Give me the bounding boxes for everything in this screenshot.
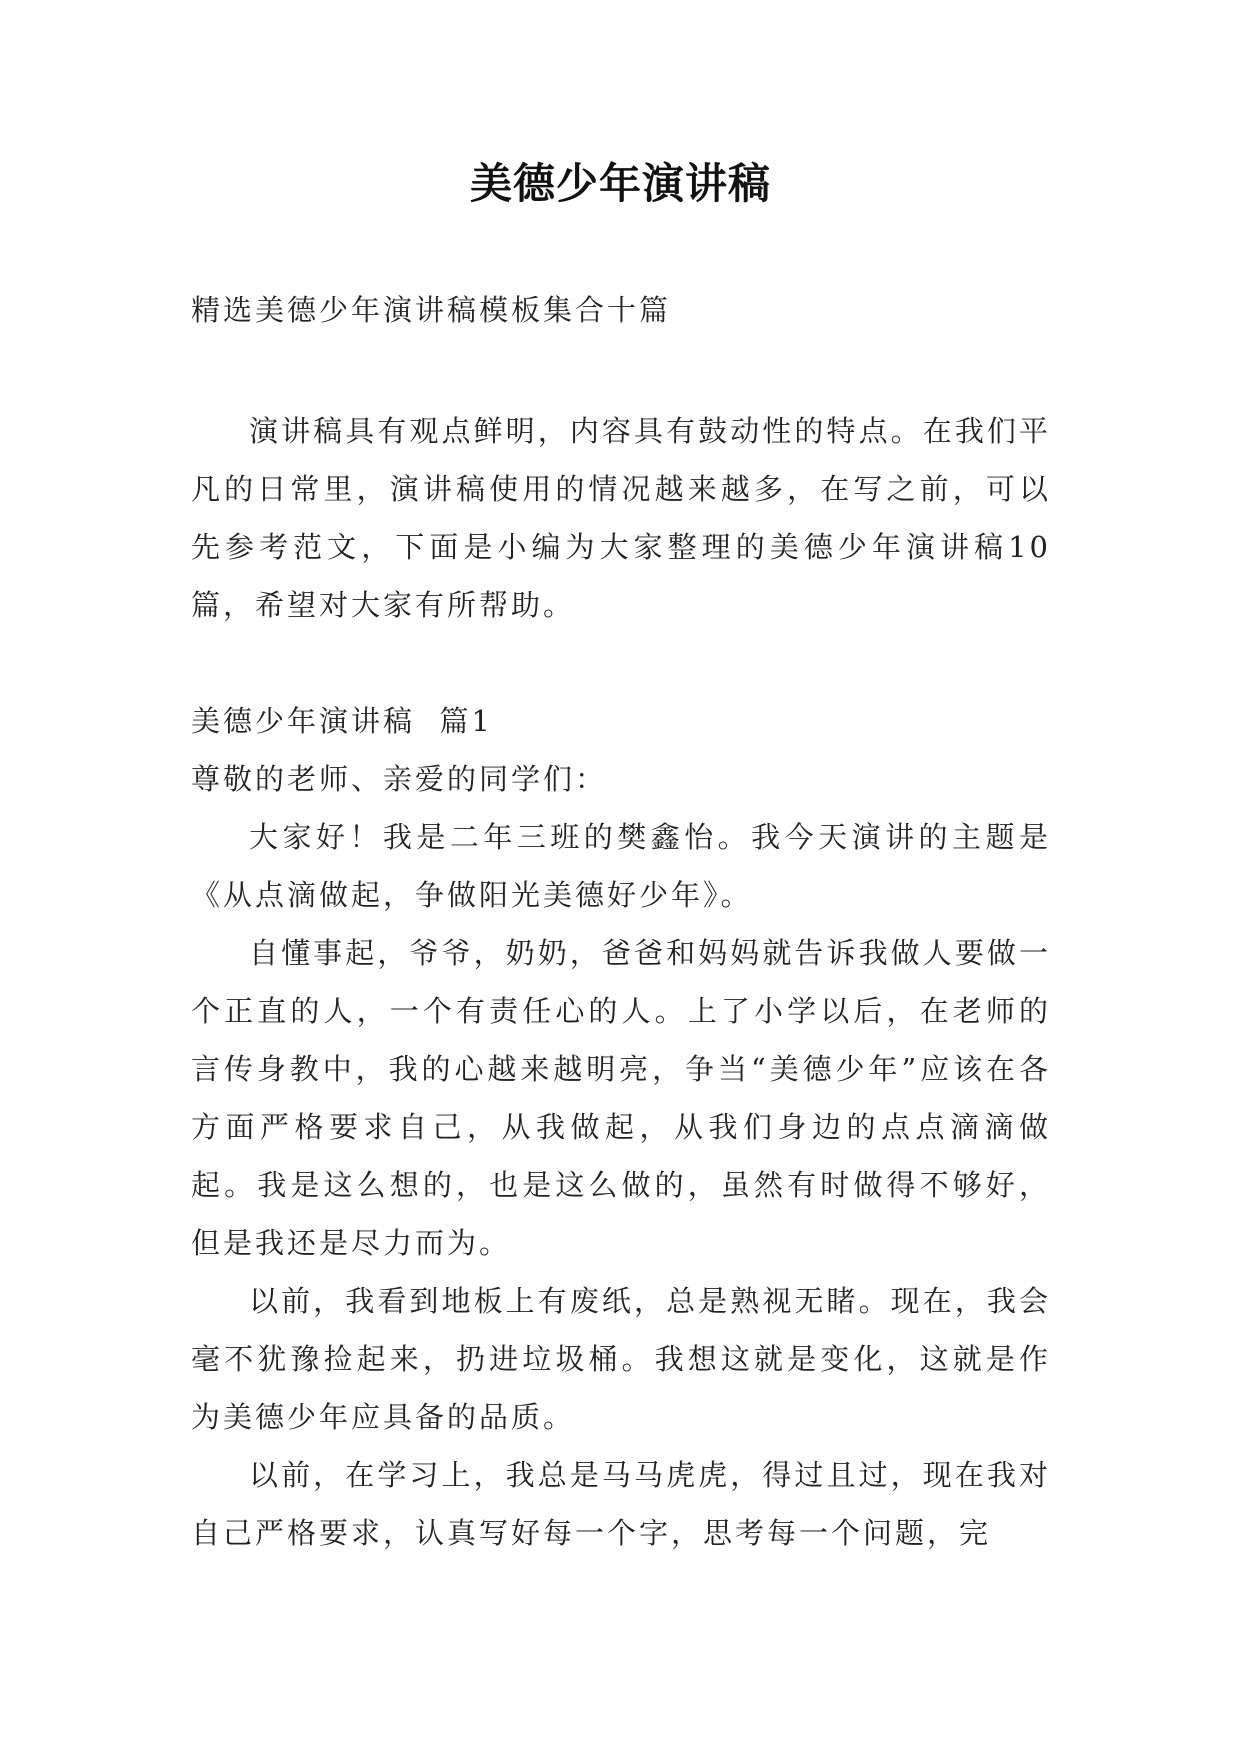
document-subtitle: 精选美德少年演讲稿模板集合十篇 bbox=[191, 293, 672, 327]
intro-paragraph: 演讲稿具有观点鲜明，内容具有鼓动性的特点。在我们平凡的日常里，演讲稿使用的情况越来越多，在写之前，可以先参考范文，下面是小编为大家整理的美德少年演讲稿10篇，希望对大家有所帮助。 bbox=[191, 414, 1051, 622]
speech-section bbox=[191, 692, 1051, 1562]
body-paragraph: 以前，我看到地板上有废纸，总是熟视无睹。现在，我会毫不犹豫捡起来，扔进垃圾桶。我想这就是变化，这就是作为美德少年应具备的品质。 bbox=[191, 1284, 1051, 1434]
body-paragraph: 自懂事起，爷爷，奶奶，爸爸和妈妈就告诉我做人要做一个正直的人，一个有责任心的人。上了小学以后，在老师的言传身教中，我的心越来越明亮，争当“美德少年”应该在各方面严格要求自己，从我做起，从我们身边的点点滴滴做起。我是这么想的，也是这么做的，虽然有时做得不够好，但是我还是尽力而为。 bbox=[191, 936, 1051, 1260]
intro-section bbox=[191, 402, 1051, 634]
document-title: 美德少年演讲稿 bbox=[469, 159, 771, 208]
section-heading: 美德少年演讲稿 篇1 bbox=[191, 704, 493, 738]
salutation: 尊敬的老师、亲爱的同学们： bbox=[191, 762, 608, 796]
body-paragraph: 大家好！我是二年三班的樊鑫怡。我今天演讲的主题是《从点滴做起，争做阳光美德好少年》。 bbox=[191, 820, 1051, 912]
body-paragraph: 以前，在学习上，我总是马马虎虎，得过且过，现在我对自己严格要求，认真写好每一个字，思考每一个问题，完 bbox=[191, 1458, 1051, 1550]
